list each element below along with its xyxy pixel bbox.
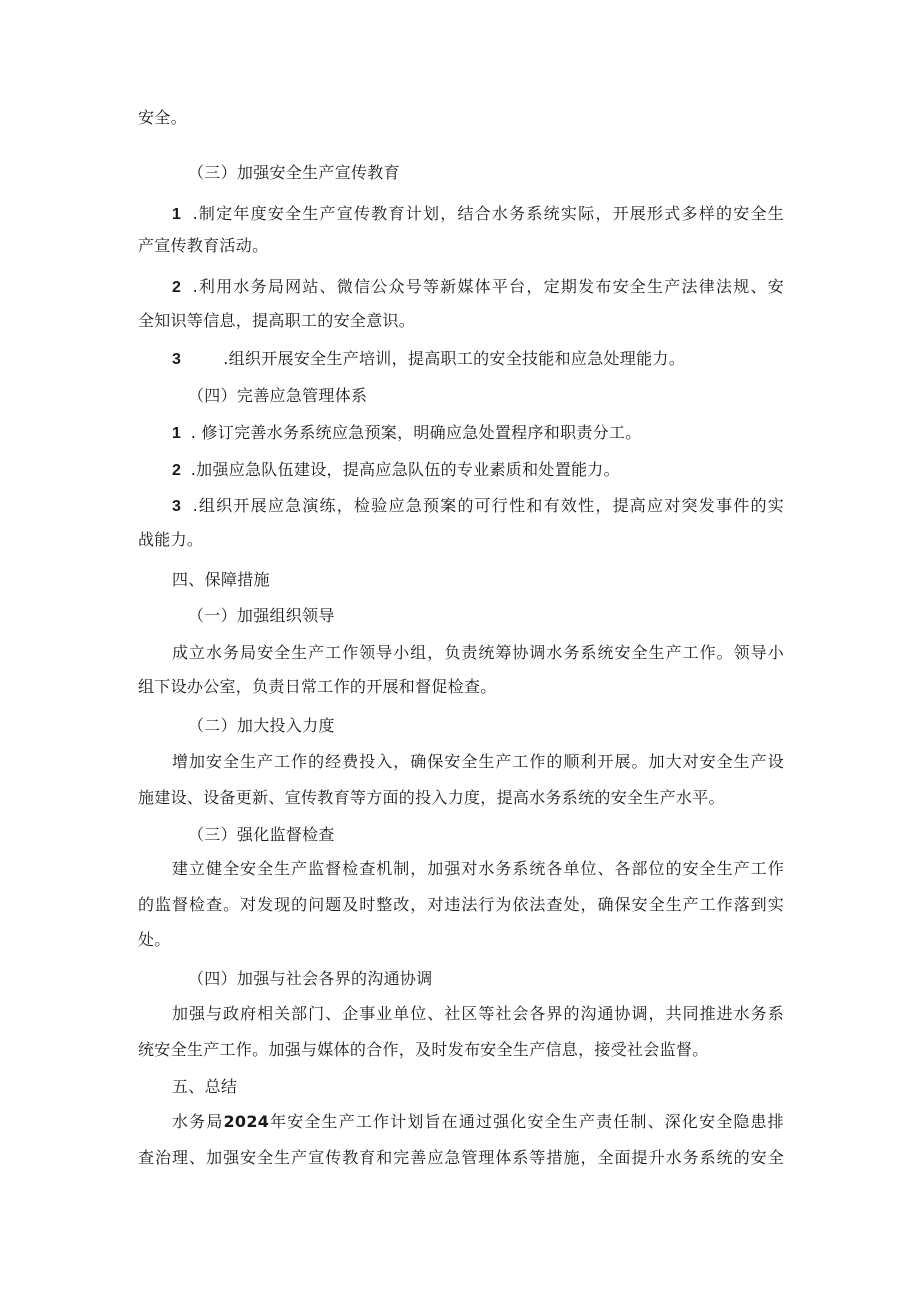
subsection-heading: （三）加强安全生产宣传教育 [188,163,400,182]
year-number: 2024 [223,1112,270,1131]
paragraph-line: 加强与政府相关部门、企事业单位、社区等社会各界的沟通协调，共同推进水务系 [172,1004,784,1023]
list-number: 3 [172,498,182,515]
list-item-text: .组织开展安全生产培训，提高职工的安全技能和应急处理能力。 [223,349,685,368]
paragraph-line: 战能力。 [138,530,204,549]
list-number: 3 [172,351,182,368]
list-item [172,203,784,226]
paragraph-line: 建立健全安全生产监督检查机制，加强对水务系统各单位、各部位的安全生产工作 [172,859,784,878]
section-heading: 五、总结 [172,1077,238,1096]
paragraph-line: 产宣传教育活动。 [138,236,269,255]
list-number: 2 [172,279,182,296]
continuation-line: 安全。 [138,108,187,127]
subsection-heading: （四）完善应急管理体系 [188,386,368,405]
paragraph-prefix: 水务局 [172,1112,224,1131]
list-number-gap [181,425,191,442]
paragraph-line: 的监督检查。对发现的问题及时整改，对违法行为依法查处，确保安全生产工作落到实 [138,895,784,914]
paragraph-line: 查治理、加强安全生产宣传教育和完善应急管理体系等措施，全面提升水务系统的安全 [138,1148,784,1167]
paragraph-line: 成立水务局安全生产工作领导小组，负责统筹协调水务系统安全生产工作。领导小 [172,643,784,662]
paragraph-line: 统安全生产工作。加强与媒体的合作，及时发布安全生产信息，接受社会监督。 [138,1040,709,1059]
subsection-heading: （四）加强与社会各界的沟通协调 [188,969,433,988]
list-number-gap [181,462,191,479]
subsection-heading: （一）加强组织领导 [188,606,335,625]
list-number-gap [181,206,192,223]
list-number-gap [181,498,192,515]
list-number-gap [181,279,192,296]
list-item [172,459,620,482]
list-item-text: . 修订完善水务系统应急预案，明确应急处置程序和职责分工。 [190,423,642,442]
list-item [172,422,642,445]
paragraph-line: 处。 [138,930,171,949]
list-item [172,276,784,299]
list-item-text: .组织开展应急演练，检验应急预案的可行性和有效性，提高应对突发事件的实 [192,496,784,515]
list-number: 1 [172,425,182,442]
list-item-text: .制定年度安全生产宣传教育计划，结合水务系统实际，开展形式多样的安全生 [192,204,784,223]
paragraph-line: 施建设、设备更新、宣传教育等方面的投入力度，提高水务系统的安全生产水平。 [138,788,725,807]
list-item-text: .加强应急队伍建设，提高应急队伍的专业素质和处置能力。 [190,460,620,479]
list-number: 2 [172,462,182,479]
paragraph-line [172,1111,784,1133]
paragraph-line: 增加安全生产工作的经费投入，确保安全生产工作的顺利开展。加大对安全生产设 [172,752,784,771]
subsection-heading: （二）加大投入力度 [188,716,335,735]
paragraph-line: 组下设办公室，负责日常工作的开展和督促检查。 [138,677,497,696]
list-number: 1 [172,206,182,223]
subsection-heading: （三）强化监督检查 [188,825,335,844]
paragraph-text: 年安全生产工作计划旨在通过强化安全生产责任制、深化安全隐患排 [269,1112,784,1131]
list-item [172,348,685,371]
section-heading: 四、保障措施 [172,570,270,589]
paragraph-line: 全知识等信息，提高职工的安全意识。 [138,311,416,330]
list-item [172,495,784,518]
list-item-text: .利用水务局网站、微信公众号等新媒体平台，定期发布安全生产法律法规、安 [192,277,784,296]
